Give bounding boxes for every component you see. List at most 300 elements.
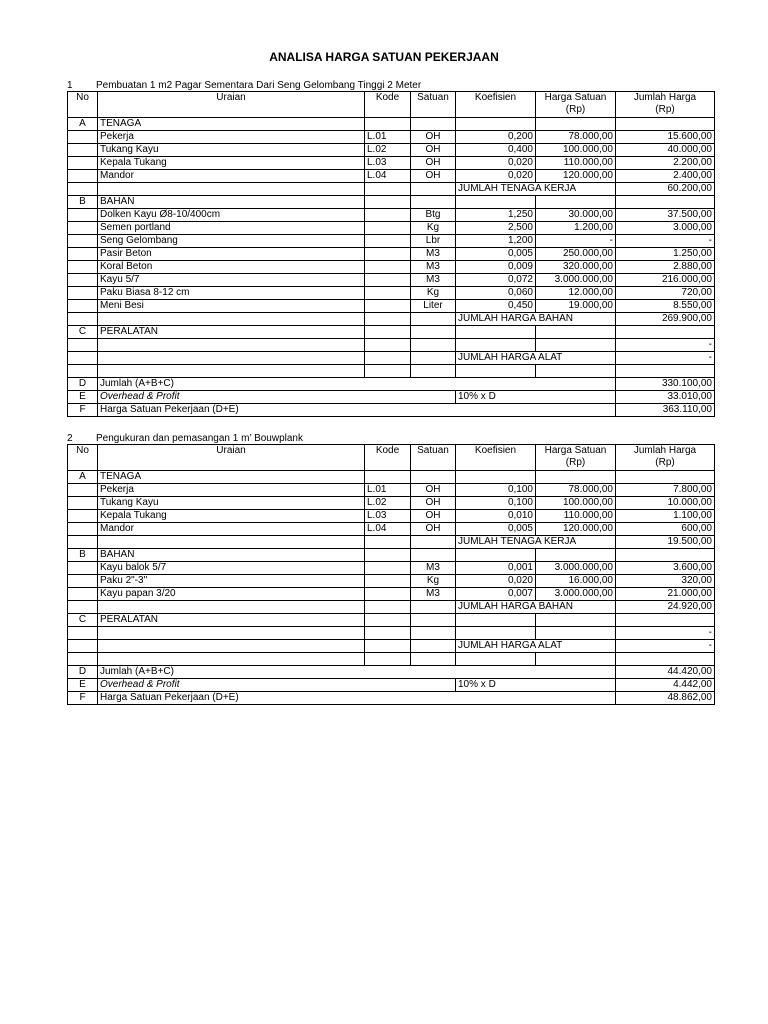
kode-cell — [365, 261, 411, 274]
satuan-cell: OH — [411, 523, 456, 536]
kode-cell: L.04 — [365, 170, 411, 183]
no-cell — [68, 287, 98, 300]
subtotal-value: 60.200,00 — [616, 183, 715, 196]
koefisien-cell: 1,250 — [456, 209, 536, 222]
ahs-table-1 — [67, 91, 715, 417]
section-2-title — [67, 433, 303, 444]
group-label: PERALATAN — [98, 326, 365, 339]
harga-satuan-cell: 3.000.000,00 — [536, 588, 616, 601]
harga-satuan-cell: 110.000,00 — [536, 510, 616, 523]
harga-satuan-cell: 120.000,00 — [536, 523, 616, 536]
uraian-cell: Dolken Kayu Ø8-10/400cm — [98, 209, 365, 222]
harga-satuan-cell: 3.000.000,00 — [536, 274, 616, 287]
empty-cell — [365, 326, 411, 339]
koefisien-cell: 2,500 — [456, 222, 536, 235]
table-row — [68, 588, 715, 601]
section-number: 1 — [67, 80, 73, 91]
header-jumlah-harga — [616, 92, 715, 118]
empty-cell — [616, 471, 715, 484]
empty-cell — [365, 471, 411, 484]
subtotal-value: 19.500,00 — [616, 536, 715, 549]
empty-cell — [98, 365, 365, 378]
harga-satuan-cell: 30.000,00 — [536, 209, 616, 222]
summary-code: E — [68, 679, 98, 692]
section-title-text: Pembuatan 1 m2 Pagar Sementara Dari Seng Gelombang Tinggi 2 Meter — [96, 80, 422, 91]
jumlah-harga-cell: - — [616, 627, 715, 640]
kode-cell: L.02 — [365, 144, 411, 157]
no-cell — [68, 510, 98, 523]
empty-cell — [68, 183, 98, 196]
group-header-row — [68, 471, 715, 484]
subtotal-row — [68, 183, 715, 196]
empty-cell — [98, 640, 365, 653]
satuan-cell: Lbr — [411, 235, 456, 248]
kode-cell — [365, 209, 411, 222]
table-row — [68, 261, 715, 274]
table-row — [68, 510, 715, 523]
summary-value: 33.010,00 — [616, 391, 715, 404]
satuan-cell: M3 — [411, 562, 456, 575]
empty-cell — [365, 365, 411, 378]
subtotal-value: 269.900,00 — [616, 313, 715, 326]
header-koefisien: Koefisien — [456, 92, 536, 118]
summary-row-d — [68, 666, 715, 679]
empty-cell — [68, 640, 98, 653]
group-code: A — [68, 471, 98, 484]
table-row — [68, 222, 715, 235]
summary-value: 48.862,00 — [616, 692, 715, 705]
ahs-table-2 — [67, 444, 715, 705]
satuan-cell: Btg — [411, 209, 456, 222]
jumlah-harga-cell: 40.000,00 — [616, 144, 715, 157]
harga-satuan-cell: 100.000,00 — [536, 144, 616, 157]
uraian-cell: Seng Gelombang — [98, 235, 365, 248]
empty-cell — [411, 549, 456, 562]
summary-label: Harga Satuan Pekerjaan (D+E) — [98, 404, 616, 417]
empty-cell — [365, 339, 411, 352]
summary-label: Overhead & Profit — [98, 679, 456, 692]
header-jumlah-harga-line2: (Rp) — [655, 104, 675, 115]
header-harga-satuan-line1: Harga Satuan — [544, 92, 607, 103]
empty-cell — [456, 627, 536, 640]
subtotal-label: JUMLAH TENAGA KERJA — [456, 183, 616, 196]
header-koefisien: Koefisien — [456, 445, 536, 471]
harga-satuan-cell: 12.000,00 — [536, 287, 616, 300]
summary-label: Jumlah (A+B+C) — [98, 378, 616, 391]
koefisien-cell: 0,020 — [456, 157, 536, 170]
kode-cell — [365, 562, 411, 575]
subtotal-row — [68, 601, 715, 614]
no-cell — [68, 235, 98, 248]
table-row — [68, 523, 715, 536]
empty-cell — [411, 196, 456, 209]
group-label: BAHAN — [98, 549, 365, 562]
koefisien-cell: 0,072 — [456, 274, 536, 287]
summary-value: 330.100,00 — [616, 378, 715, 391]
header-harga-satuan-line1: Harga Satuan — [544, 445, 607, 456]
table-row — [68, 248, 715, 261]
kode-cell — [365, 287, 411, 300]
jumlah-harga-cell: 8.550,00 — [616, 300, 715, 313]
empty-cell — [98, 627, 365, 640]
group-header-row — [68, 549, 715, 562]
koefisien-cell: 0,400 — [456, 144, 536, 157]
header-uraian: Uraian — [98, 92, 365, 118]
summary-row-e — [68, 679, 715, 692]
empty-row — [68, 339, 715, 352]
jumlah-harga-cell: 600,00 — [616, 523, 715, 536]
header-harga-satuan — [536, 92, 616, 118]
satuan-cell: OH — [411, 131, 456, 144]
table-row — [68, 300, 715, 313]
uraian-cell: Kayu balok 5/7 — [98, 562, 365, 575]
empty-cell — [536, 196, 616, 209]
empty-cell — [616, 653, 715, 666]
table-row — [68, 497, 715, 510]
empty-cell — [411, 313, 456, 326]
section-title-text: Pengukuran dan pemasangan 1 m’ Bouwplank — [96, 433, 303, 444]
koefisien-cell: 0,060 — [456, 287, 536, 300]
header-harga-satuan — [536, 445, 616, 471]
jumlah-harga-cell: 2.880,00 — [616, 261, 715, 274]
group-code: C — [68, 326, 98, 339]
kode-cell — [365, 300, 411, 313]
empty-cell — [411, 352, 456, 365]
table-row — [68, 209, 715, 222]
koefisien-cell: 0,007 — [456, 588, 536, 601]
uraian-cell: Mandor — [98, 523, 365, 536]
empty-cell — [411, 536, 456, 549]
no-cell — [68, 300, 98, 313]
header-jumlah-harga-line1: Jumlah Harga — [633, 445, 697, 456]
jumlah-harga-cell: 21.000,00 — [616, 588, 715, 601]
uraian-cell: Pekerja — [98, 131, 365, 144]
empty-cell — [68, 313, 98, 326]
empty-cell — [411, 471, 456, 484]
group-code: B — [68, 196, 98, 209]
empty-cell — [411, 183, 456, 196]
satuan-cell: Liter — [411, 300, 456, 313]
subtotal-row — [68, 313, 715, 326]
empty-cell — [365, 183, 411, 196]
uraian-cell: Kepala Tukang — [98, 157, 365, 170]
no-cell — [68, 562, 98, 575]
harga-satuan-cell: 110.000,00 — [536, 157, 616, 170]
subtotal-label: JUMLAH HARGA ALAT — [456, 640, 616, 653]
satuan-cell: M3 — [411, 261, 456, 274]
empty-cell — [68, 536, 98, 549]
empty-row — [68, 627, 715, 640]
harga-satuan-cell: 100.000,00 — [536, 497, 616, 510]
subtotal-label: JUMLAH HARGA BAHAN — [456, 313, 616, 326]
empty-cell — [68, 365, 98, 378]
header-jumlah-harga-line1: Jumlah Harga — [633, 92, 697, 103]
satuan-cell: M3 — [411, 248, 456, 261]
satuan-cell: M3 — [411, 274, 456, 287]
summary-value: 4.442,00 — [616, 679, 715, 692]
uraian-cell: Kayu papan 3/20 — [98, 588, 365, 601]
header-harga-satuan-line2: (Rp) — [565, 104, 586, 115]
uraian-cell: Mandor — [98, 170, 365, 183]
empty-cell — [616, 614, 715, 627]
empty-cell — [536, 365, 616, 378]
satuan-cell: Kg — [411, 222, 456, 235]
empty-cell — [456, 471, 536, 484]
empty-cell — [456, 365, 536, 378]
empty-cell — [536, 471, 616, 484]
group-header-row — [68, 118, 715, 131]
group-code: C — [68, 614, 98, 627]
summary-code: F — [68, 692, 98, 705]
jumlah-harga-cell: 320,00 — [616, 575, 715, 588]
koefisien-cell: 0,009 — [456, 261, 536, 274]
table-row — [68, 287, 715, 300]
jumlah-harga-cell: 1.100,00 — [616, 510, 715, 523]
empty-cell — [456, 118, 536, 131]
kode-cell: L.03 — [365, 157, 411, 170]
subtotal-label: JUMLAH HARGA ALAT — [456, 352, 616, 365]
subtotal-value: - — [616, 640, 715, 653]
empty-cell — [411, 653, 456, 666]
empty-cell — [365, 536, 411, 549]
subtotal-row — [68, 536, 715, 549]
empty-cell — [536, 549, 616, 562]
harga-satuan-cell: 120.000,00 — [536, 170, 616, 183]
empty-row — [68, 365, 715, 378]
satuan-cell: OH — [411, 497, 456, 510]
jumlah-harga-cell: 2.400,00 — [616, 170, 715, 183]
summary-label: Overhead & Profit — [98, 391, 456, 404]
header-row — [68, 445, 715, 471]
subtotal-label: JUMLAH TENAGA KERJA — [456, 536, 616, 549]
satuan-cell: OH — [411, 144, 456, 157]
empty-cell — [616, 118, 715, 131]
kode-cell: L.03 — [365, 510, 411, 523]
table-row — [68, 170, 715, 183]
subtotal-value: - — [616, 352, 715, 365]
uraian-cell: Kepala Tukang — [98, 510, 365, 523]
satuan-cell: Kg — [411, 287, 456, 300]
summary-row-d — [68, 378, 715, 391]
summary-label: Harga Satuan Pekerjaan (D+E) — [98, 692, 616, 705]
jumlah-harga-cell: 10.000,00 — [616, 497, 715, 510]
empty-cell — [365, 640, 411, 653]
table-row — [68, 274, 715, 287]
header-jumlah-harga — [616, 445, 715, 471]
kode-cell: L.02 — [365, 497, 411, 510]
no-cell — [68, 248, 98, 261]
empty-cell — [411, 627, 456, 640]
empty-row — [68, 653, 715, 666]
empty-cell — [616, 326, 715, 339]
header-uraian: Uraian — [98, 445, 365, 471]
kode-cell — [365, 235, 411, 248]
empty-cell — [411, 339, 456, 352]
koefisien-cell: 0,005 — [456, 248, 536, 261]
empty-cell — [536, 614, 616, 627]
subtotal-row — [68, 352, 715, 365]
kode-cell: L.04 — [365, 523, 411, 536]
empty-cell — [365, 352, 411, 365]
table-row — [68, 484, 715, 497]
uraian-cell: Semen portland — [98, 222, 365, 235]
uraian-cell: Tukang Kayu — [98, 144, 365, 157]
empty-cell — [411, 640, 456, 653]
harga-satuan-cell: 19.000,00 — [536, 300, 616, 313]
summary-code: E — [68, 391, 98, 404]
empty-cell — [365, 601, 411, 614]
header-harga-satuan-line2: (Rp) — [565, 457, 586, 468]
jumlah-harga-cell: 7.800,00 — [616, 484, 715, 497]
empty-cell — [98, 536, 365, 549]
jumlah-harga-cell: 3.600,00 — [616, 562, 715, 575]
subtotal-value: 24.920,00 — [616, 601, 715, 614]
empty-cell — [68, 601, 98, 614]
satuan-cell: OH — [411, 170, 456, 183]
empty-cell — [68, 627, 98, 640]
kode-cell — [365, 274, 411, 287]
empty-cell — [411, 365, 456, 378]
summary-label: Jumlah (A+B+C) — [98, 666, 616, 679]
summary-code: D — [68, 666, 98, 679]
empty-cell — [456, 196, 536, 209]
no-cell — [68, 484, 98, 497]
harga-satuan-cell: 78.000,00 — [536, 484, 616, 497]
harga-satuan-cell: - — [536, 235, 616, 248]
jumlah-harga-cell: 3.000,00 — [616, 222, 715, 235]
jumlah-harga-cell: 216.000,00 — [616, 274, 715, 287]
empty-cell — [365, 313, 411, 326]
summary-row-e — [68, 391, 715, 404]
satuan-cell: OH — [411, 157, 456, 170]
empty-cell — [616, 365, 715, 378]
harga-satuan-cell: 3.000.000,00 — [536, 562, 616, 575]
header-kode: Kode — [365, 92, 411, 118]
header-jumlah-harga-line2: (Rp) — [655, 457, 675, 468]
subtotal-row — [68, 640, 715, 653]
empty-cell — [68, 339, 98, 352]
group-label: TENAGA — [98, 118, 365, 131]
jumlah-harga-cell: - — [616, 339, 715, 352]
empty-cell — [456, 614, 536, 627]
no-cell — [68, 131, 98, 144]
no-cell — [68, 523, 98, 536]
document-title: ANALISA HARGA SATUAN PEKERJAAN — [269, 50, 499, 64]
no-cell — [68, 157, 98, 170]
harga-satuan-cell: 320.000,00 — [536, 261, 616, 274]
empty-cell — [98, 313, 365, 326]
no-cell — [68, 575, 98, 588]
satuan-cell: Kg — [411, 575, 456, 588]
header-no: No — [68, 445, 98, 471]
satuan-cell: M3 — [411, 588, 456, 601]
no-cell — [68, 170, 98, 183]
group-header-row — [68, 326, 715, 339]
empty-cell — [68, 653, 98, 666]
harga-satuan-cell: 1.200,00 — [536, 222, 616, 235]
uraian-cell: Koral Beton — [98, 261, 365, 274]
harga-satuan-cell: 250.000,00 — [536, 248, 616, 261]
empty-cell — [536, 118, 616, 131]
empty-cell — [456, 339, 536, 352]
koefisien-cell: 0,450 — [456, 300, 536, 313]
section-number: 2 — [67, 433, 73, 444]
table-row — [68, 144, 715, 157]
empty-cell — [98, 601, 365, 614]
no-cell — [68, 222, 98, 235]
section-1-title — [67, 80, 421, 91]
kode-cell: L.01 — [365, 131, 411, 144]
summary-row-f — [68, 692, 715, 705]
empty-cell — [68, 352, 98, 365]
uraian-cell: Kayu 5/7 — [98, 274, 365, 287]
uraian-cell: Meni Besi — [98, 300, 365, 313]
group-header-row — [68, 614, 715, 627]
table-row — [68, 157, 715, 170]
koefisien-cell: 0,200 — [456, 131, 536, 144]
jumlah-harga-cell: 2.200,00 — [616, 157, 715, 170]
kode-cell: L.01 — [365, 484, 411, 497]
summary-code: D — [68, 378, 98, 391]
kode-cell — [365, 222, 411, 235]
empty-cell — [365, 653, 411, 666]
jumlah-harga-cell: 37.500,00 — [616, 209, 715, 222]
koefisien-cell: 0,100 — [456, 484, 536, 497]
empty-cell — [98, 352, 365, 365]
harga-satuan-cell: 16.000,00 — [536, 575, 616, 588]
header-row — [68, 92, 715, 118]
summary-percent: 10% x D — [456, 391, 616, 404]
empty-cell — [536, 326, 616, 339]
harga-satuan-cell: 78.000,00 — [536, 131, 616, 144]
summary-value: 363.110,00 — [616, 404, 715, 417]
group-code: A — [68, 118, 98, 131]
koefisien-cell: 1,200 — [456, 235, 536, 248]
jumlah-harga-cell: 15.600,00 — [616, 131, 715, 144]
koefisien-cell: 0,001 — [456, 562, 536, 575]
kode-cell — [365, 575, 411, 588]
kode-cell — [365, 248, 411, 261]
no-cell — [68, 144, 98, 157]
satuan-cell: OH — [411, 484, 456, 497]
uraian-cell: Paku Biasa 8-12 cm — [98, 287, 365, 300]
koefisien-cell: 0,005 — [456, 523, 536, 536]
jumlah-harga-cell: 1.250,00 — [616, 248, 715, 261]
table-row — [68, 235, 715, 248]
group-label: PERALATAN — [98, 614, 365, 627]
koefisien-cell: 0,010 — [456, 510, 536, 523]
uraian-cell: Pekerja — [98, 484, 365, 497]
group-label: BAHAN — [98, 196, 365, 209]
empty-cell — [365, 614, 411, 627]
header-satuan: Satuan — [411, 92, 456, 118]
empty-cell — [456, 653, 536, 666]
jumlah-harga-cell: - — [616, 235, 715, 248]
empty-cell — [98, 339, 365, 352]
summary-row-f — [68, 404, 715, 417]
empty-cell — [536, 627, 616, 640]
empty-cell — [365, 627, 411, 640]
uraian-cell: Tukang Kayu — [98, 497, 365, 510]
koefisien-cell: 0,100 — [456, 497, 536, 510]
empty-cell — [536, 653, 616, 666]
no-cell — [68, 588, 98, 601]
no-cell — [68, 261, 98, 274]
empty-cell — [411, 326, 456, 339]
no-cell — [68, 209, 98, 222]
satuan-cell: OH — [411, 510, 456, 523]
empty-cell — [365, 196, 411, 209]
